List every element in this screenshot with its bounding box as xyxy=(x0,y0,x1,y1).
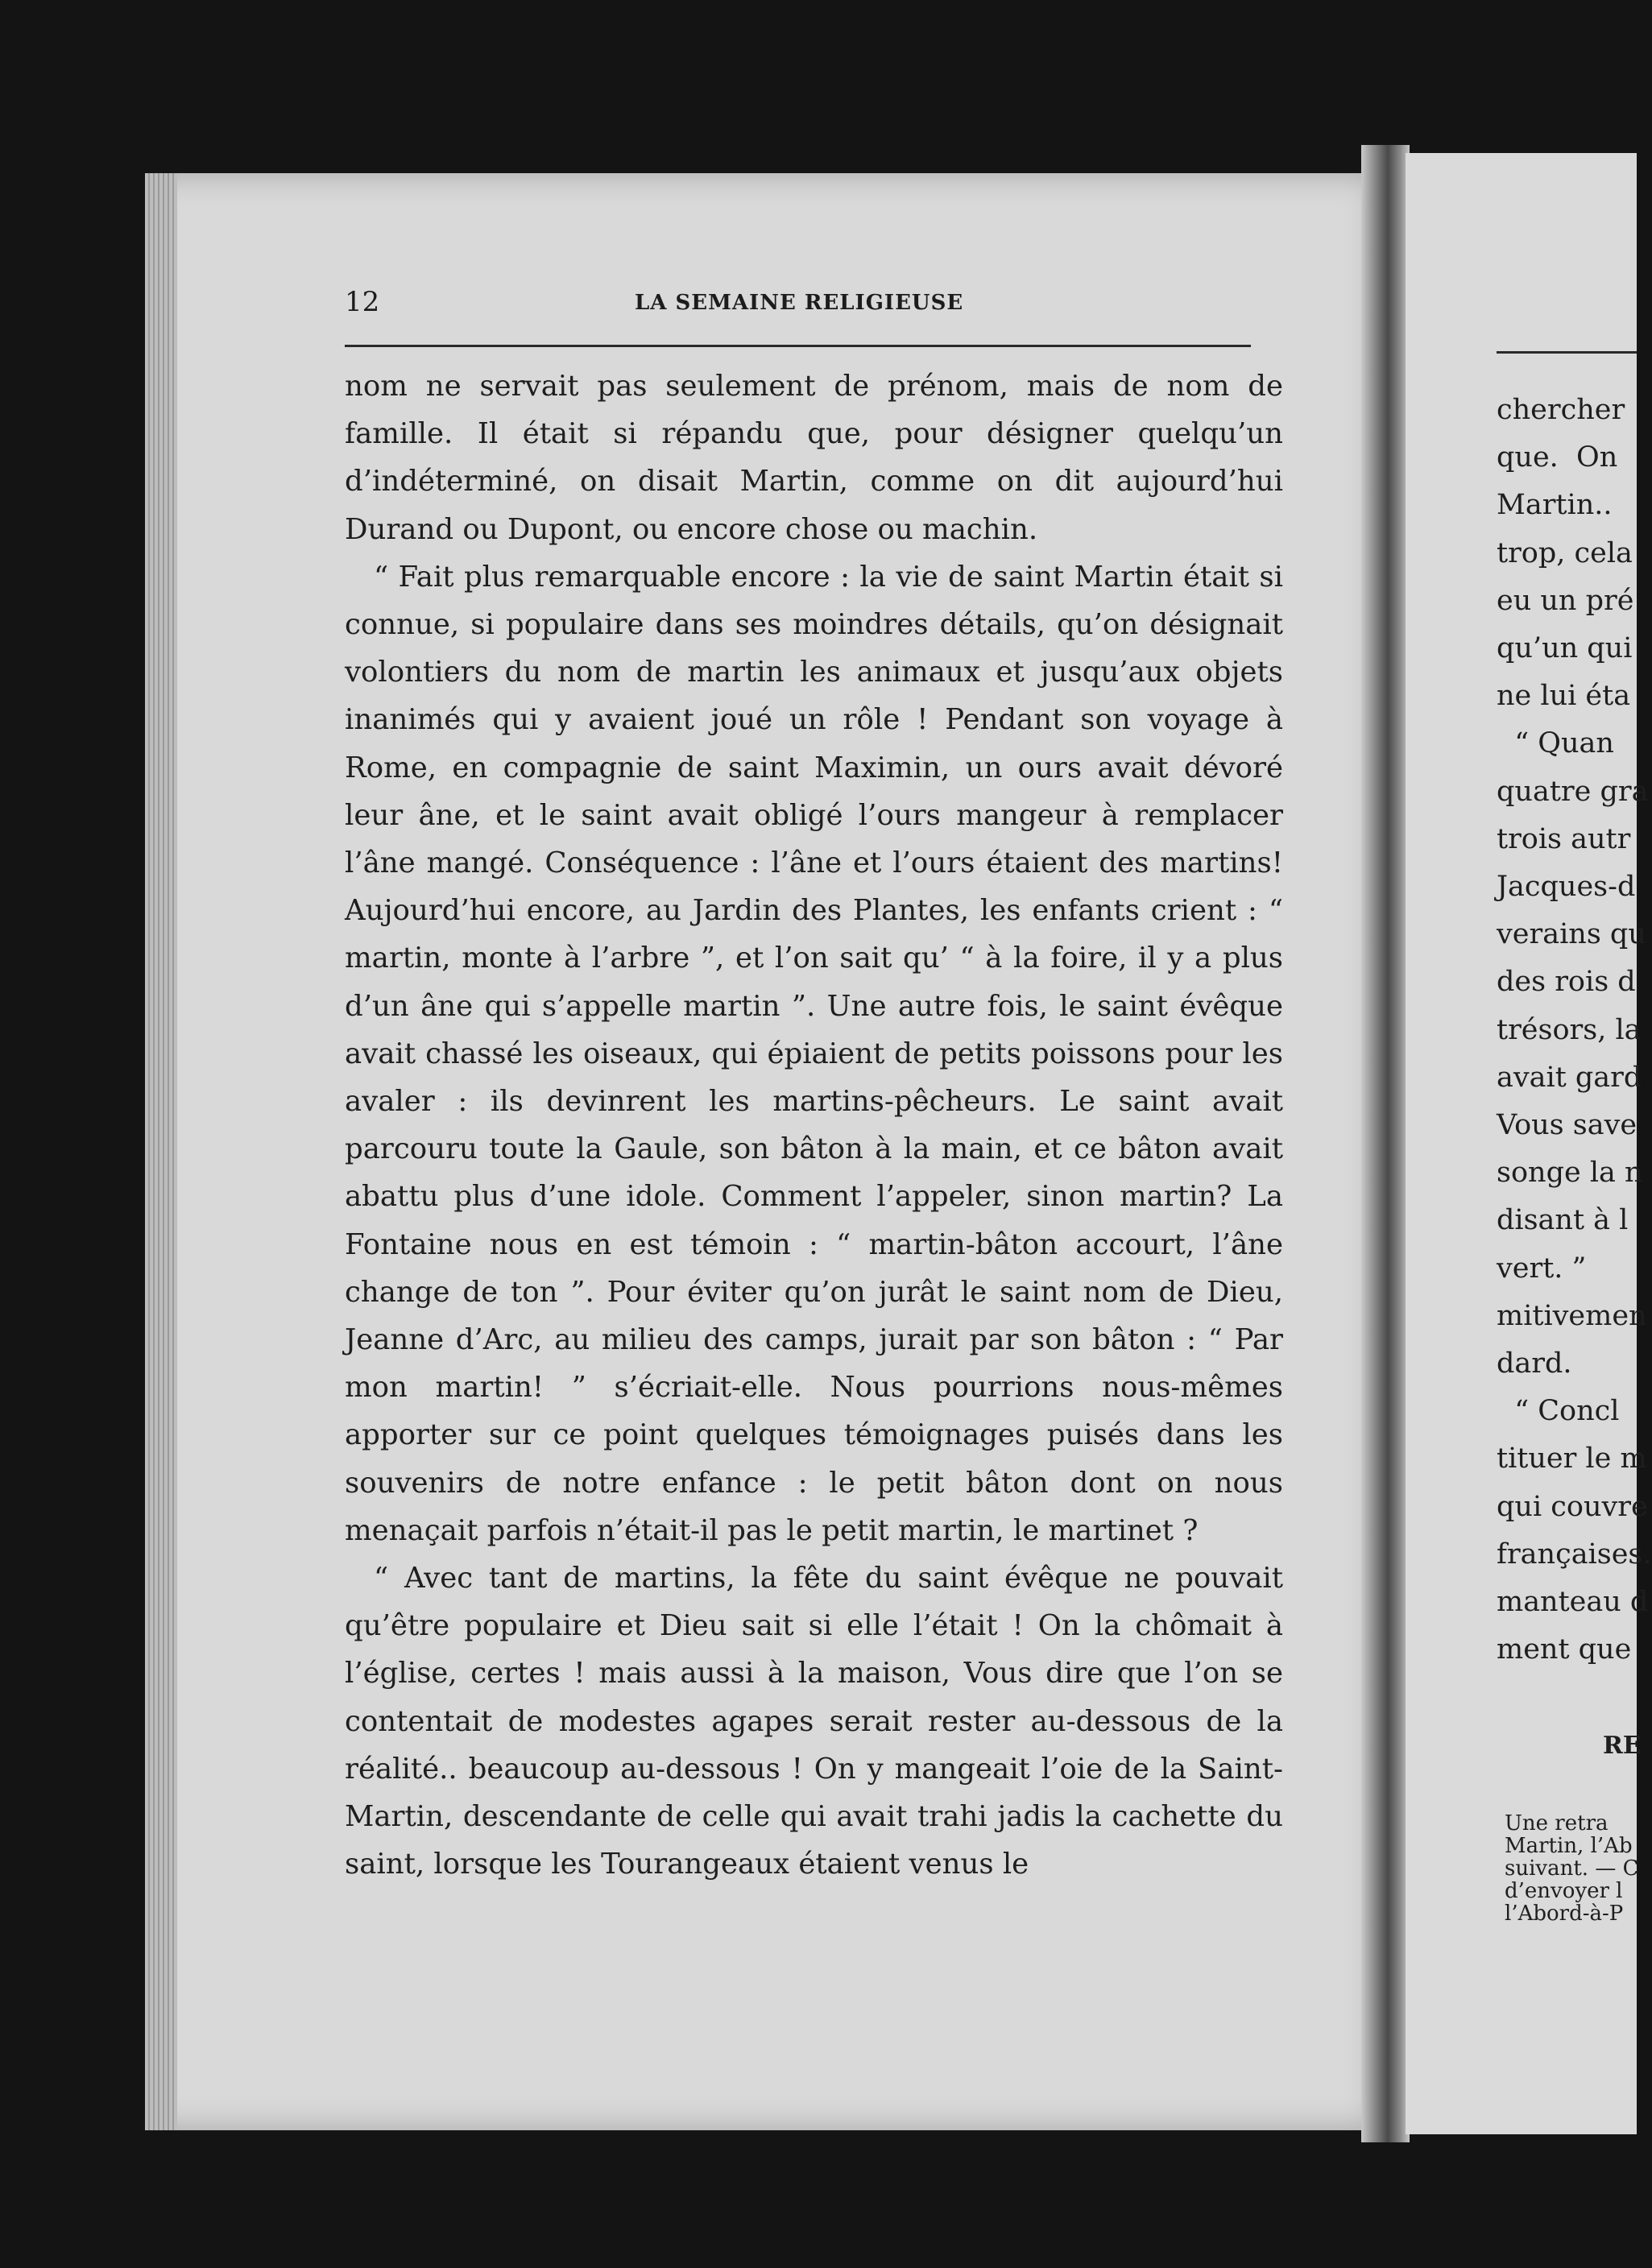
right-page-line: “ Concl xyxy=(1497,1395,1620,1428)
right-page-line: trop, cela xyxy=(1497,536,1633,569)
header-rule xyxy=(345,345,1251,347)
right-page-line: trésors, la xyxy=(1497,1013,1642,1046)
right-page-line: dard. xyxy=(1497,1347,1572,1380)
page-edges xyxy=(145,173,177,2130)
paragraph: “ Avec tant de martins, la fête du saint évêque ne pouvait qu’être populaire et Dieu sait si elle l’était ! On la chômait à l’église, certes ! mais aussi à la maison, Vous dire que l’on se contentait de modestes agapes serait rester au-dessous de la réalité.. beaucoup au-dessous ! On y mangeait l’oie de la Saint-Martin, descendante de celle qui avait trahi jadis la cachette du saint, lorsque les Tourangeaux étaient venus le xyxy=(345,1562,1283,1881)
right-page-heading: RE xyxy=(1603,1732,1642,1760)
page-number: 12 xyxy=(345,286,380,318)
right-page-notice-line: Une retra xyxy=(1505,1811,1609,1836)
right-page-line: avait gard xyxy=(1497,1061,1642,1094)
right-page-line: qu’un qui xyxy=(1497,632,1633,665)
right-page-line: ne lui éta xyxy=(1497,680,1631,713)
right-page-line: trois autr xyxy=(1497,822,1631,855)
right-page-line: “ Quan xyxy=(1497,727,1614,760)
right-page-line: tituer le m xyxy=(1497,1442,1647,1475)
right-page-line: Jacques-d xyxy=(1497,871,1636,904)
right-page-line: qui couvre xyxy=(1497,1490,1648,1523)
right-page-line: verains qu xyxy=(1497,918,1646,951)
right-page-line: mitivemen xyxy=(1497,1299,1647,1332)
right-page-line: françaises. xyxy=(1497,1538,1652,1571)
right-header-rule xyxy=(1497,351,1637,354)
right-page-notice-line: suivant. — C xyxy=(1505,1856,1639,1881)
right-page-notice xyxy=(1505,1812,1638,1925)
right-page-text xyxy=(1497,387,1652,1674)
right-page-line: eu un pré xyxy=(1497,584,1634,617)
body-text xyxy=(345,362,1283,1889)
paragraph: nom ne servait pas seulement de prénom, mais de nom de famille. Il était si répandu que, pour désigner quelqu’un d’indéterminé, on disait Martin, comme on dit aujourd’hui Durand ou Dupont, ou encore chose ou machin. xyxy=(345,370,1283,546)
right-page-line: quatre gra xyxy=(1497,775,1649,808)
book-gutter xyxy=(1361,145,1410,2142)
right-page-line: des rois d xyxy=(1497,966,1636,999)
right-page-line: Vous save xyxy=(1497,1109,1638,1142)
right-page-line: vert. ” xyxy=(1497,1252,1587,1285)
right-page-line: disant à l xyxy=(1497,1204,1629,1237)
right-page-notice-line: l’Abord-à-P xyxy=(1505,1902,1624,1926)
right-page-line: Martin.. xyxy=(1497,489,1613,522)
right-page-notice-line: d’envoyer l xyxy=(1505,1879,1623,1903)
right-page-line: songe la n xyxy=(1497,1157,1643,1190)
right-page-line: manteau d xyxy=(1497,1586,1649,1619)
right-page-notice-line: Martin, l’Ab xyxy=(1505,1834,1633,1858)
running-title: LA SEMAINE RELIGIEUSE xyxy=(635,291,964,315)
right-page-line: ment que xyxy=(1497,1633,1632,1666)
right-page-line: chercher xyxy=(1497,394,1625,426)
page-header xyxy=(345,286,1251,334)
paragraph: “ Fait plus remarquable encore : la vie de saint Martin était si connue, si populaire dans ses moindres détails, qu’on désignait volontiers du nom de martin les animaux et jusqu’aux objets inanimés qui y avaient joué un rôle ! Pendant son voyage à Rome, en compagnie de saint Maximin, un ours avait dévoré leur âne, et le saint avait obligé l’ours mangeur à remplacer l’âne mangé. Conséquence : l’âne et l’ours étaient des martins! Aujourd’hui encore, au Jardin des Plantes, les enfants crient : “ martin, monte à l’arbre ”, et l’on sait qu’ “ à la foire, il y a plus d’un âne qui s’appelle martin ”. Une autre fois, le saint évêque avait chassé les oiseaux, qui épiaient de petits poissons pour les avaler : ils devinrent les martins-pêcheurs. Le saint avait parcouru toute la Gaule, son bâton à la main, et ce bâton avait abattu plus d’une idole. Comment l’appeler, sinon martin? La Fontaine nous en est témoin : “ martin-bâton accourt, l’âne change de ton ”. Pour éviter qu’on jurât le saint nom de Dieu, Jeanne d’Arc, au milieu des camps, jurait par son bâton : “ Par mon martin! ” s’écriait-elle. Nous pourrions nous-mêmes apporter sur ce point quelques témoignages puisés dans les souvenirs de notre enfance : le petit bâton dont on nous menaçait parfois n’était-il pas le petit martin, le martinet ? xyxy=(345,560,1283,1547)
right-page-line: que. On xyxy=(1497,441,1618,474)
